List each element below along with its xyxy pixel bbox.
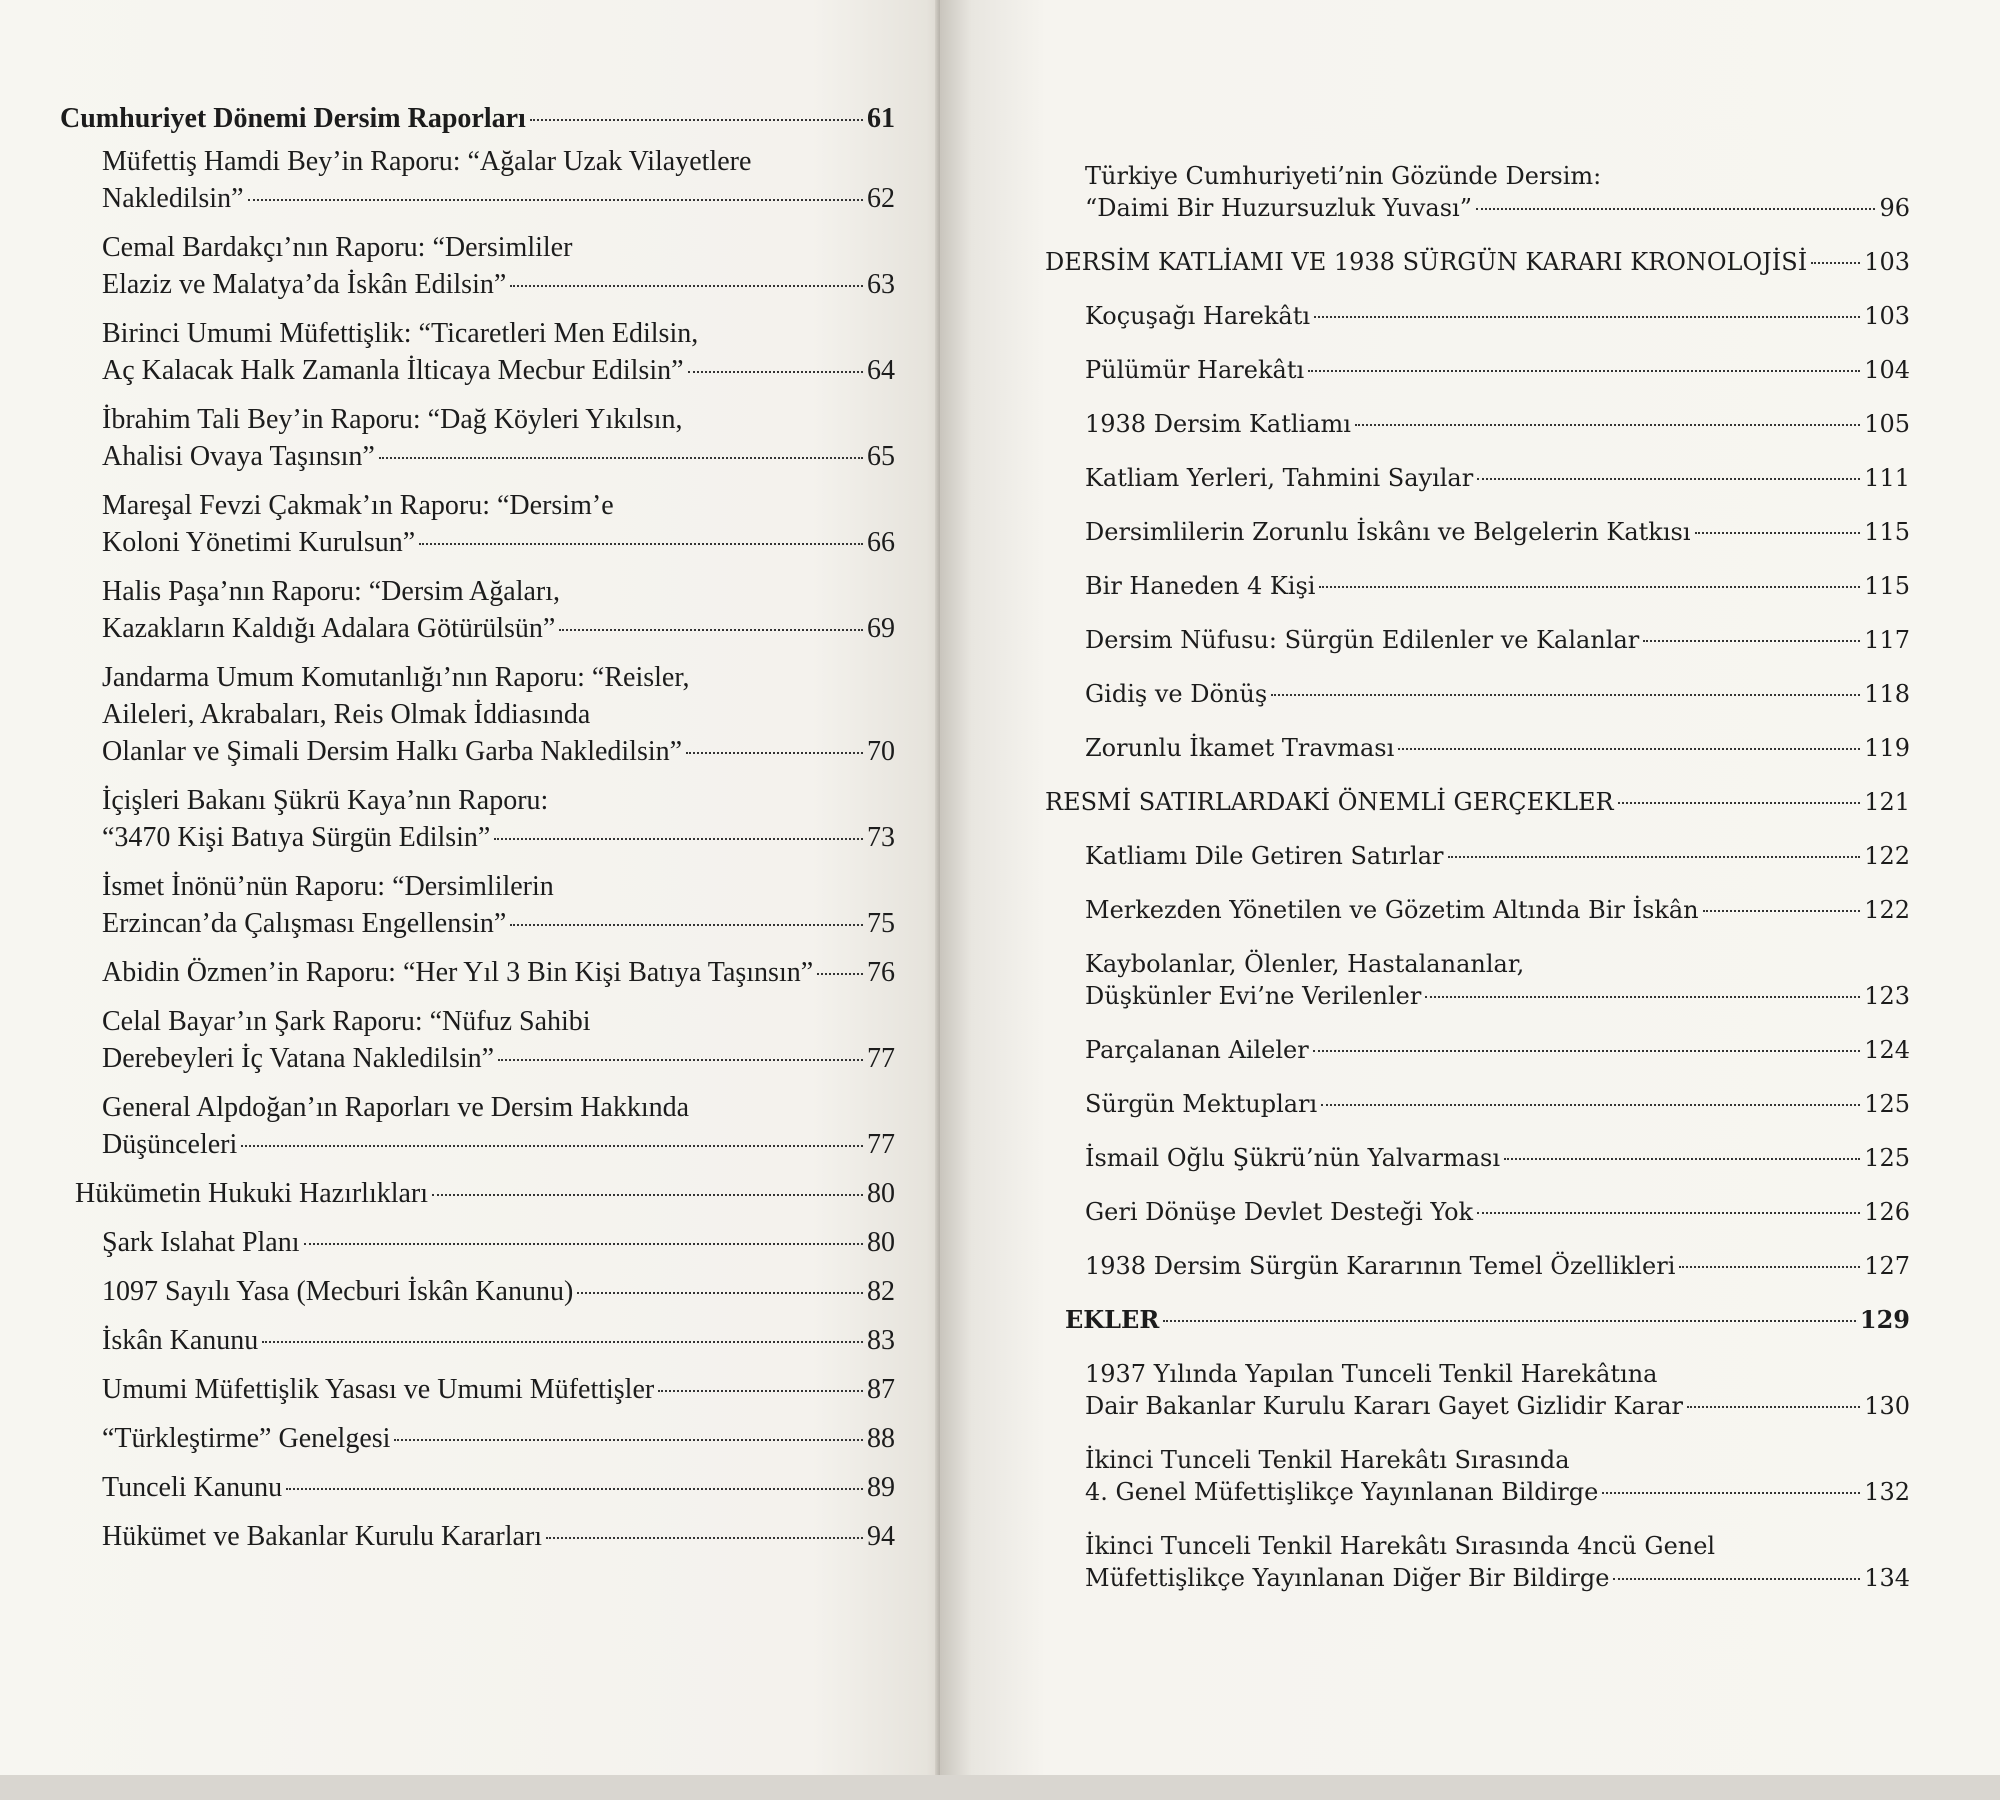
toc-entry-title-line: Müfettiş Hamdi Bey’in Raporu: “Ağalar Uzak Vilayetlere <box>102 146 752 177</box>
toc-entry <box>1085 894 1910 926</box>
toc-entry <box>1085 570 1910 602</box>
toc-entry-title-line: General Alpdoğan’ın Raporları ve Dersim Hakkında <box>102 1092 690 1123</box>
toc-page-number: 73 <box>867 822 895 853</box>
toc-entry-title: Hükümet ve Bakanlar Kurulu Kararları <box>102 1521 543 1552</box>
toc-entry <box>1085 300 1910 332</box>
toc-entry-title: Umumi Müfettişlik Yasası ve Umumi Müfettişler <box>102 1374 655 1405</box>
toc-entry <box>1045 246 1910 278</box>
dot-leader <box>1321 1104 1860 1106</box>
toc-page-number: 70 <box>867 736 895 767</box>
toc-entry-title: Koloni Yönetimi Kurulsun” <box>102 527 416 558</box>
dot-leader <box>1425 996 1860 998</box>
dot-leader <box>559 629 863 631</box>
toc-entry <box>1045 786 1910 818</box>
toc-entry <box>1085 160 1910 224</box>
toc-entry-title: DERSİM KATLİAMI VE 1938 SÜRGÜN KARARI KRONOLOJİSİ <box>1045 248 1808 276</box>
toc-entry-title: Dersimlilerin Zorunlu İskânı ve Belgelerin Katkısı <box>1085 518 1691 546</box>
toc-entry <box>1085 1196 1910 1228</box>
toc-entry-row <box>102 438 895 475</box>
dot-leader <box>379 457 863 459</box>
toc-entry-title: 1938 Dersim Katliamı <box>1085 410 1351 438</box>
dot-leader <box>1398 748 1860 750</box>
toc-page-number: 69 <box>867 613 895 644</box>
toc-entry-row <box>1085 894 1910 926</box>
toc-entry <box>1085 840 1910 872</box>
dot-leader <box>817 973 863 975</box>
toc-entry-row <box>102 352 895 389</box>
dot-leader <box>1448 856 1861 858</box>
toc-entry-title: Geri Dönüşe Devlet Desteği Yok <box>1085 1198 1474 1226</box>
toc-page-number: 77 <box>867 1129 895 1160</box>
toc-entry-row <box>102 266 895 303</box>
toc-entry-title: 1097 Sayılı Yasa (Mecburi İskân Kanunu) <box>102 1276 574 1307</box>
toc-entry <box>102 229 895 303</box>
toc-entry-row <box>102 180 895 217</box>
toc-entry-row <box>102 610 895 647</box>
toc-entry-title: Zorunlu İkamet Travması <box>1085 734 1395 762</box>
toc-entry <box>1085 732 1910 764</box>
toc-entry-title-line: Cemal Bardakçı’nın Raporu: “Dersimliler <box>102 232 573 263</box>
toc-entry-row <box>102 1224 895 1261</box>
toc-entry <box>1085 1142 1910 1174</box>
dot-leader <box>304 1243 863 1245</box>
toc-entry-title-line: Halis Paşa’nın Raporu: “Dersim Ağaları, <box>102 576 561 607</box>
dot-leader <box>1811 262 1860 264</box>
toc-entry-title-line: İkinci Tunceli Tenkil Harekâtı Sırasında 4ncü Genel <box>1085 1532 1716 1560</box>
toc-page-number: 127 <box>1864 1252 1910 1280</box>
toc-page-number: 122 <box>1864 842 1910 870</box>
toc-entry-row <box>102 905 895 942</box>
toc-entry-row <box>102 1322 895 1359</box>
toc-entry-title: 1938 Dersim Sürgün Kararının Temel Özellikleri <box>1085 1252 1676 1280</box>
toc-entry <box>102 1420 895 1457</box>
toc-entry-row <box>1085 1088 1910 1120</box>
toc-entry-row <box>102 1273 895 1310</box>
toc-page-number: 132 <box>1864 1478 1910 1506</box>
dot-leader <box>658 1390 863 1392</box>
dot-leader <box>248 199 863 201</box>
toc-entry <box>75 1175 895 1212</box>
dot-leader <box>1476 208 1875 210</box>
toc-entry <box>102 1518 895 1555</box>
toc-entry-row <box>1085 1034 1910 1066</box>
toc-entry-row <box>1085 840 1910 872</box>
dot-leader <box>286 1488 863 1490</box>
dot-leader <box>1643 640 1860 642</box>
toc-page-number: 83 <box>867 1325 895 1356</box>
toc-entry-row <box>102 733 895 770</box>
toc-entry <box>102 1089 895 1163</box>
toc-entry-row <box>1085 516 1910 548</box>
toc-entry-row <box>1085 1476 1910 1508</box>
dot-leader <box>577 1292 863 1294</box>
toc-entry-row <box>1085 354 1910 386</box>
toc-page-number: 87 <box>867 1374 895 1405</box>
dot-leader <box>1477 1212 1860 1214</box>
dot-leader <box>530 119 863 121</box>
toc-entry-title: Abidin Özmen’in Raporu: “Her Yıl 3 Bin Kişi Batıya Taşınsın” <box>102 957 814 988</box>
toc-entry <box>102 315 895 389</box>
toc-page-number: 117 <box>1864 626 1910 654</box>
toc-entry <box>102 782 895 856</box>
toc-entry-title: Parçalanan Aileler <box>1085 1036 1309 1064</box>
toc-entry-row <box>1045 246 1910 278</box>
toc-entry-row <box>102 1518 895 1555</box>
toc-page-number: 61 <box>867 103 895 134</box>
toc-entry-row <box>60 100 895 137</box>
left-page <box>0 0 955 1775</box>
toc-entry-title: İsmail Oğlu Şükrü’nün Yalvarması <box>1085 1144 1501 1172</box>
dot-leader <box>1618 802 1861 804</box>
toc-entry-title-line: Türkiye Cumhuriyeti’nin Gözünde Dersim: <box>1085 162 1602 190</box>
toc-entry-title: Ahalisi Ovaya Taşınsın” <box>102 441 375 472</box>
toc-entry <box>102 1322 895 1359</box>
toc-entry-row <box>1065 1304 1910 1336</box>
dot-leader <box>262 1341 863 1343</box>
toc-page-number: 130 <box>1864 1392 1910 1420</box>
toc-entry-title: Nakledilsin” <box>102 183 244 214</box>
toc-entry-row <box>1085 192 1910 224</box>
toc-entry-title: İskân Kanunu <box>102 1325 259 1356</box>
toc-entry <box>102 1273 895 1310</box>
toc-page-number: 129 <box>1859 1305 1910 1334</box>
toc-entry <box>1085 1358 1910 1422</box>
toc-entry-title: Katliamı Dile Getiren Satırlar <box>1085 842 1444 870</box>
dot-leader <box>1271 694 1860 696</box>
toc-entry-row <box>1085 300 1910 332</box>
toc-entry <box>1065 1304 1910 1336</box>
dot-leader <box>510 285 863 287</box>
toc-entry-title: Hükümetin Hukuki Hazırlıkları <box>75 1178 429 1209</box>
toc-entry <box>1085 948 1910 1012</box>
toc-entry-row <box>102 1126 895 1163</box>
dot-leader <box>1679 1266 1860 1268</box>
toc-entry-title: Pülümür Harekâtı <box>1085 356 1305 384</box>
toc-entry <box>102 573 895 647</box>
toc-entry-row <box>102 1469 895 1506</box>
toc-page-number: 64 <box>867 355 895 386</box>
toc-entry <box>1085 678 1910 710</box>
dot-leader <box>1319 586 1860 588</box>
toc-entry-row <box>1045 786 1910 818</box>
dot-leader <box>432 1194 863 1196</box>
toc-entry <box>60 100 895 137</box>
toc-page-number: 119 <box>1864 734 1910 762</box>
toc-entry-title: Şark Islahat Planı <box>102 1227 300 1258</box>
toc-entry <box>102 1469 895 1506</box>
toc-entry-row <box>1085 980 1910 1012</box>
dot-leader <box>419 543 863 545</box>
toc-entry <box>102 1003 895 1077</box>
toc-page-number: 124 <box>1864 1036 1910 1064</box>
toc-entry <box>1085 1088 1910 1120</box>
toc-entry <box>102 143 895 217</box>
toc-page-number: 75 <box>867 908 895 939</box>
dot-leader <box>498 1059 863 1061</box>
dot-leader <box>1504 1158 1860 1160</box>
toc-entry <box>102 868 895 942</box>
toc-entry-title-line: 1937 Yılında Yapılan Tunceli Tenkil Harekâtına <box>1085 1360 1658 1388</box>
toc-entry <box>102 954 895 991</box>
toc-entry <box>1085 1530 1910 1594</box>
toc-entry-title-line: İçişleri Bakanı Şükrü Kaya’nın Raporu: <box>102 785 549 816</box>
dot-leader <box>1308 370 1860 372</box>
toc-entry-title: Kazakların Kaldığı Adalara Götürülsün” <box>102 613 556 644</box>
dot-leader <box>1313 1050 1861 1052</box>
toc-entry-title-line: Mareşal Fevzi Çakmak’ın Raporu: “Dersim’e <box>102 490 614 521</box>
toc-entry-title-line: Kaybolanlar, Ölenler, Hastalananlar, <box>1085 950 1525 978</box>
toc-page-number: 63 <box>867 269 895 300</box>
toc-entry-row <box>1085 462 1910 494</box>
toc-page-number: 115 <box>1864 572 1910 600</box>
toc-page-number: 65 <box>867 441 895 472</box>
toc-entry-title-line: İkinci Tunceli Tenkil Harekâtı Sırasında <box>1085 1446 1570 1474</box>
toc-entry-title: Düşkünler Evi’ne Verilenler <box>1085 982 1422 1010</box>
toc-page-number: 105 <box>1864 410 1910 438</box>
toc-entry <box>1085 354 1910 386</box>
toc-entry-title-line: İsmet İnönü’nün Raporu: “Dersimlilerin <box>102 871 554 902</box>
toc-entry-title: “Türkleştirme” Genelgesi <box>102 1423 391 1454</box>
toc-entry <box>1085 408 1910 440</box>
toc-entry-row <box>102 1040 895 1077</box>
toc-page-number: 66 <box>867 527 895 558</box>
toc-page-number: 80 <box>867 1178 895 1209</box>
toc-entry-title: Müfettişlikçe Yayınlanan Diğer Bir Bildirge <box>1085 1564 1610 1592</box>
toc-entry <box>1085 462 1910 494</box>
toc-entry-title: Cumhuriyet Dönemi Dersim Raporları <box>60 103 526 134</box>
dot-leader <box>686 752 863 754</box>
toc-entry <box>102 1224 895 1261</box>
toc-page-number: 134 <box>1864 1564 1910 1592</box>
toc-entry-title-line: Celal Bayar’ın Şark Raporu: “Nüfuz Sahibi <box>102 1006 591 1037</box>
dot-leader <box>1703 910 1861 912</box>
toc-entry-title: Koçuşağı Harekâtı <box>1085 302 1311 330</box>
toc-entry-row <box>1085 1562 1910 1594</box>
toc-entry-title: EKLER <box>1065 1305 1160 1334</box>
toc-page-number: 103 <box>1864 248 1910 276</box>
toc-entry-title-line: Birinci Umumi Müfettişlik: “Ticaretleri Men Edilsin, <box>102 318 699 349</box>
toc-entry-title: Tunceli Kanunu <box>102 1472 283 1503</box>
toc-page-number: 118 <box>1864 680 1910 708</box>
dot-leader <box>1602 1492 1860 1494</box>
toc-page-number: 89 <box>867 1472 895 1503</box>
dot-leader <box>1355 424 1860 426</box>
toc-page-number: 125 <box>1864 1144 1910 1172</box>
dot-leader <box>394 1439 863 1441</box>
toc-entry-row <box>102 954 895 991</box>
toc-entry-row <box>1085 1142 1910 1174</box>
toc-page-number: 126 <box>1864 1198 1910 1226</box>
toc-entry <box>102 659 895 770</box>
toc-entry-title: “3470 Kişi Batıya Sürgün Edilsin” <box>102 822 491 853</box>
right-page <box>940 0 2000 1775</box>
toc-entry <box>1085 1444 1910 1508</box>
toc-page-number: 122 <box>1864 896 1910 924</box>
toc-page-number: 82 <box>867 1276 895 1307</box>
toc-entry-title-line: Aileleri, Akrabaları, Reis Olmak İddiasında <box>102 699 591 730</box>
toc-entry-row <box>75 1175 895 1212</box>
toc-entry-title: Dersim Nüfusu: Sürgün Edilenler ve Kalanlar <box>1085 626 1640 654</box>
toc-entry-title: Olanlar ve Şimali Dersim Halkı Garba Nakledilsin” <box>102 736 683 767</box>
dot-leader <box>546 1537 863 1539</box>
toc-page-number: 94 <box>867 1521 895 1552</box>
toc-entry-row <box>1085 624 1910 656</box>
toc-entry-row <box>102 1420 895 1457</box>
dot-leader <box>1314 316 1860 318</box>
toc-entry-title: Dair Bakanlar Kurulu Kararı Gayet Gizlidir Karar <box>1085 1392 1684 1420</box>
toc-entry-row <box>1085 1250 1910 1282</box>
dot-leader <box>1613 1578 1860 1580</box>
toc-page-number: 125 <box>1864 1090 1910 1118</box>
toc-page-number: 111 <box>1864 464 1910 492</box>
toc-entry <box>1085 1250 1910 1282</box>
toc-page-number: 80 <box>867 1227 895 1258</box>
toc-entry-row <box>1085 1196 1910 1228</box>
dot-leader <box>688 371 863 373</box>
toc-entry-title-line: İbrahim Tali Bey’in Raporu: “Dağ Köyleri Yıkılsın, <box>102 404 683 435</box>
toc-entry-title: 4. Genel Müfettişlikçe Yayınlanan Bildirge <box>1085 1478 1599 1506</box>
toc-entry-title-line: Jandarma Umum Komutanlığı’nın Raporu: “Reisler, <box>102 662 690 693</box>
toc-entry-title: “Daimi Bir Huzursuzluk Yuvası” <box>1085 194 1472 222</box>
toc-entry <box>102 401 895 475</box>
toc-entry-row <box>102 819 895 856</box>
toc-page-number: 121 <box>1864 788 1910 816</box>
toc-entry-row <box>1085 732 1910 764</box>
toc-entry <box>102 1371 895 1408</box>
toc-page-number: 76 <box>867 957 895 988</box>
dot-leader <box>1687 1406 1860 1408</box>
toc-entry <box>1085 624 1910 656</box>
dot-leader <box>1477 478 1860 480</box>
toc-entry-title: Erzincan’da Çalışması Engellensin” <box>102 908 507 939</box>
toc-entry-row <box>1085 678 1910 710</box>
toc-page-number: 62 <box>867 183 895 214</box>
toc-entry-row <box>1085 570 1910 602</box>
toc-entry-title: Elaziz ve Malatya’da İskân Edilsin” <box>102 269 507 300</box>
toc-page-number: 88 <box>867 1423 895 1454</box>
toc-page-number: 96 <box>1879 194 1910 222</box>
toc-page-number: 103 <box>1864 302 1910 330</box>
toc-entry-title: Bir Haneden 4 Kişi <box>1085 572 1316 600</box>
dot-leader <box>1163 1320 1856 1322</box>
toc-entry <box>1085 1034 1910 1066</box>
dot-leader <box>241 1145 863 1147</box>
dot-leader <box>494 838 863 840</box>
toc-entry-title: Gidiş ve Dönüş <box>1085 680 1268 708</box>
toc-entry-title: Derebeyleri İç Vatana Nakledilsin” <box>102 1043 495 1074</box>
toc-entry <box>1085 516 1910 548</box>
toc-entry-row <box>1085 408 1910 440</box>
toc-page-number: 115 <box>1864 518 1910 546</box>
toc-list-left <box>60 100 895 1555</box>
toc-page-number: 77 <box>867 1043 895 1074</box>
toc-entry-title: Aç Kalacak Halk Zamanla İlticaya Mecbur Edilsin” <box>102 355 684 386</box>
toc-entry-title: Sürgün Mektupları <box>1085 1090 1318 1118</box>
toc-entry-title: Katliam Yerleri, Tahmini Sayılar <box>1085 464 1474 492</box>
dot-leader <box>1695 532 1861 534</box>
toc-entry <box>102 487 895 561</box>
toc-page-number: 123 <box>1864 982 1910 1010</box>
toc-entry-row <box>1085 1390 1910 1422</box>
dot-leader <box>510 924 863 926</box>
toc-entry-title: RESMİ SATIRLARDAKİ ÖNEMLİ GERÇEKLER <box>1045 788 1614 816</box>
toc-entry-row <box>102 1371 895 1408</box>
toc-page-number: 104 <box>1864 356 1910 384</box>
toc-list-right <box>1045 160 1910 1594</box>
toc-entry-title: Merkezden Yönetilen ve Gözetim Altında Bir İskân <box>1085 896 1699 924</box>
toc-entry-title: Düşünceleri <box>102 1129 238 1160</box>
toc-entry-row <box>102 524 895 561</box>
